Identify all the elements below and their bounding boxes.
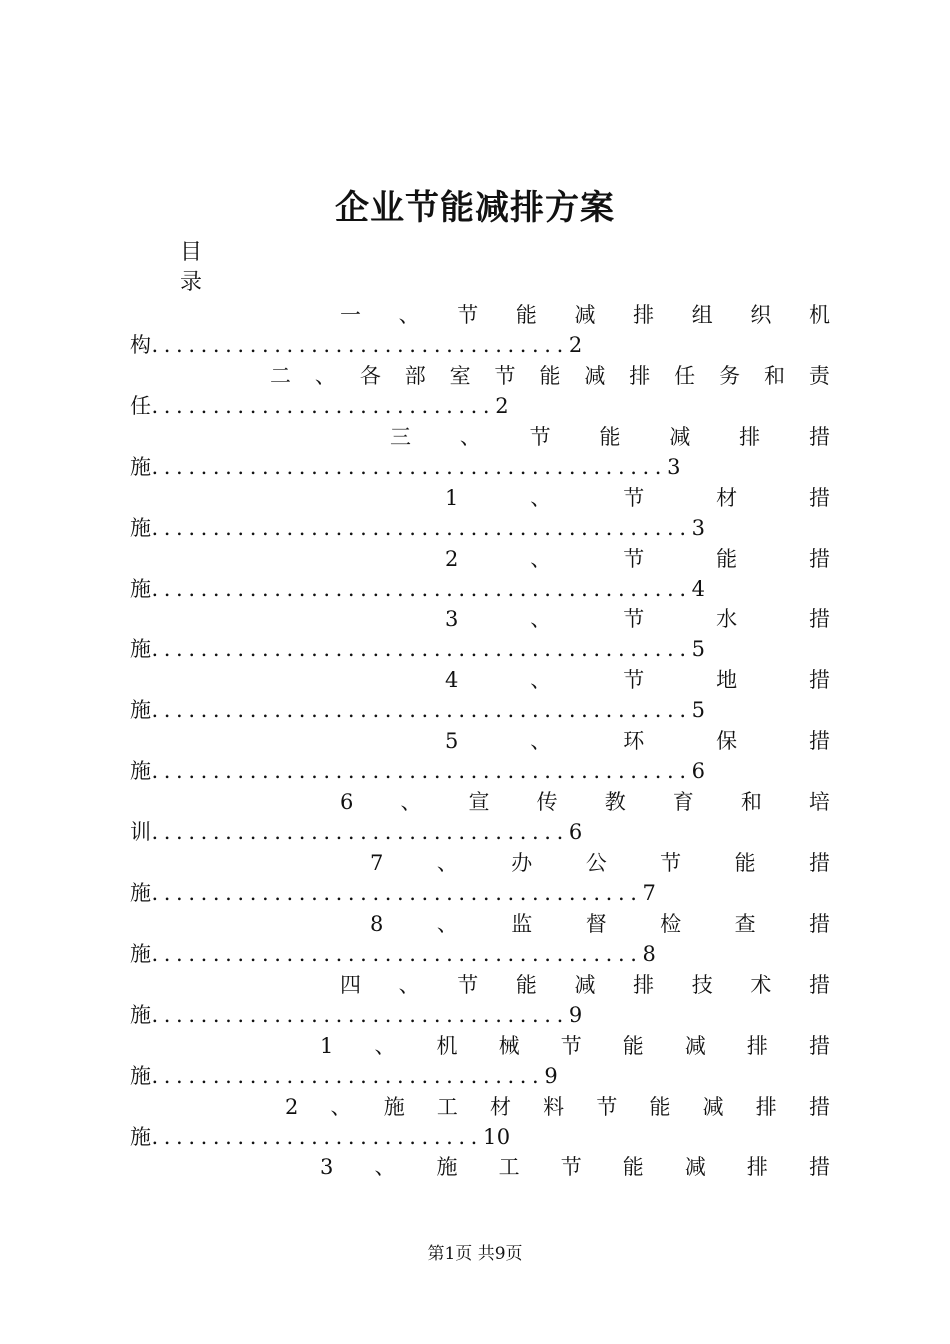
toc-entry-glyph: 减 [684,1155,706,1180]
toc-page-number: 7 [642,881,657,906]
toc-entry-glyph: 3 [320,1155,334,1180]
toc-entry-title-line [270,361,830,391]
toc-entry-glyph: 节 [623,668,645,693]
toc-entry-glyph: 检 [660,911,682,936]
toc-entry-glyph: 、 [436,851,458,876]
toc-entry[interactable] [0,970,950,1031]
table-of-contents [0,300,950,1213]
toc-entry-glyph: 节 [494,363,516,388]
toc-entry-glyph: 和 [763,363,785,388]
toc-entry-glyph: 节 [623,546,645,571]
toc-entry-glyph: 宣 [468,790,490,815]
toc-entry-glyph: 和 [740,790,762,815]
toc-entry-glyph: 机 [436,1033,458,1058]
toc-entry-glyph: 排 [629,363,651,388]
toc-entry-glyph: 、 [530,546,552,571]
toc-page-number: 3 [691,515,706,540]
toc-entry-title-line [320,1031,830,1061]
toc-entry-title-line [320,1152,830,1182]
toc-entry-glyph: 环 [623,729,645,754]
toc-entry-glyph: 教 [604,790,626,815]
toc-entry-title-line [445,726,830,756]
toc-entry-glyph: 术 [750,972,772,997]
toc-entry-leader-line [130,330,583,360]
toc-entry-title-line [445,665,830,695]
toc-entry-glyph: 节 [560,1155,582,1180]
toc-entry-glyph: 节 [529,424,551,449]
toc-entry-glyph: 工 [498,1155,520,1180]
toc-entry-leader-line [130,878,656,908]
toc-page-number: 5 [691,637,706,662]
toc-entry-glyph: 工 [436,1094,458,1119]
toc-entry-glyph: 、 [530,607,552,632]
toc-entry-title-line [370,848,830,878]
toc-entry-glyph: 措 [809,607,830,632]
toc-entry-glyph: 材 [716,485,738,510]
toc-entry-glyph: 、 [398,972,420,997]
toc-entry-glyph: 二 [270,363,291,388]
toc-entry-leader-line [130,513,706,543]
page-footer: 第1页 共9页 [427,1244,523,1264]
toc-entry-tail: 施 [130,759,152,784]
toc-entry-glyph: 、 [530,729,552,754]
toc-entry-glyph: 措 [809,546,830,571]
toc-entry-tail: 施 [130,637,152,662]
toc-page-number: 10 [482,1124,511,1149]
toc-entry-glyph: 排 [739,424,761,449]
toc-entry-glyph: 能 [649,1094,671,1119]
toc-entry-glyph: 材 [490,1094,511,1119]
toc-entry-glyph: 传 [536,790,558,815]
toc-entry-glyph: 减 [574,303,596,327]
toc-entry-title-line [340,787,830,817]
toc-entry-glyph: 、 [374,1033,396,1058]
toc-entry-glyph: 水 [716,607,738,632]
toc-entry-tail: 施 [130,698,152,723]
toc-entry-tail: 施 [130,1002,152,1027]
toc-entry[interactable] [0,726,950,787]
toc-entry-glyph: 能 [539,363,561,388]
toc-entry-glyph: 减 [684,1033,706,1058]
toc-entry[interactable] [0,909,950,970]
toc-entry-glyph: 措 [809,668,830,693]
toc-entry-glyph: 查 [734,911,756,936]
toc-entry-glyph: 责 [808,363,830,388]
toc-entry-glyph: 措 [809,911,830,936]
toc-entry-glyph: 培 [808,790,830,815]
toc-entry-leader-line [130,695,706,725]
toc-entry[interactable] [0,300,950,361]
toc-entry-glyph: 减 [669,424,691,449]
toc-entry[interactable] [0,787,950,848]
toc-entry-glyph: 能 [622,1033,644,1058]
toc-dot-leader: ............................................ [151,576,692,601]
toc-entry[interactable] [0,361,950,422]
toc-page-number: 8 [642,941,657,966]
toc-entry[interactable] [0,665,950,726]
toc-entry-title-line [390,422,830,452]
toc-entry-glyph: 、 [400,790,422,815]
toc-entry-leader-line [130,1061,558,1091]
toc-entry-glyph: 排 [633,303,655,327]
toc-entry-title-line [285,1092,830,1122]
toc-entry-glyph: 、 [459,424,481,449]
toc-entry-glyph: 能 [622,1155,644,1180]
toc-page-number: 2 [568,333,583,357]
toc-dot-leader: ............................................ [151,759,692,784]
toc-entry-glyph: 机 [809,303,830,327]
toc-entry-title-line [340,300,830,330]
toc-dot-leader: .................................. [151,820,569,845]
toc-entry-glyph: 料 [543,1094,565,1119]
toc-entry-glyph: 监 [511,911,533,936]
toc-entry-glyph: 四 [340,972,361,997]
toc-entry-leader-line [130,452,681,482]
toc-entry-title-line [445,544,830,574]
toc-entry-leader-line [130,574,706,604]
toc-entry-leader-line [130,634,706,664]
toc-dot-leader: ............................................ [151,515,692,540]
toc-entry-glyph: 办 [511,851,533,876]
toc-entry-glyph: 措 [809,485,830,510]
toc-entry-title-line [370,909,830,939]
toc-entry-leader-line [130,391,509,421]
toc-entry-glyph: 能 [515,303,537,327]
toc-dot-leader: ............................................ [151,698,692,723]
toc-entry-glyph: 械 [498,1033,520,1058]
toc-entry-glyph: 、 [530,668,552,693]
toc-entry-tail: 施 [130,454,152,479]
toc-entry-tail: 施 [130,1124,152,1149]
toc-entry[interactable] [0,1092,950,1153]
toc-entry-glyph: 施 [436,1155,458,1180]
toc-dot-leader: ........................................ [151,881,643,906]
toc-entry-glyph: 能 [599,424,621,449]
toc-page-number: 2 [495,393,510,418]
toc-heading-char-2: 录 [180,270,203,295]
toc-entry-glyph: 一 [340,303,361,327]
toc-dot-leader: .................................. [151,333,569,357]
toc-entry[interactable] [0,604,950,665]
toc-entry-glyph: 保 [716,729,738,754]
toc-entry-glyph: 节 [560,1033,582,1058]
toc-entry-glyph: 督 [585,911,607,936]
toc-entry-glyph: 措 [808,424,830,449]
toc-entry-leader-line [130,1122,511,1152]
toc-dot-leader: ........................... [151,1124,483,1149]
toc-entry-glyph: 节 [457,972,479,997]
toc-entry-glyph: 育 [672,790,694,815]
toc-entry-glyph: 、 [436,911,458,936]
toc-entry-glyph: 1 [320,1033,334,1058]
toc-entry-glyph: 2 [285,1094,299,1119]
toc-entry-glyph: 织 [750,303,772,327]
toc-entry-glyph: 节 [623,607,645,632]
toc-entry-glyph: 节 [596,1094,618,1119]
toc-entry-glyph: 4 [445,668,459,693]
toc-entry-glyph: 、 [398,303,420,327]
toc-entry-leader-line [130,1000,583,1030]
toc-entry-glyph: 三 [390,424,411,449]
toc-page-number: 9 [544,1063,559,1088]
toc-entry-tail: 施 [130,881,152,906]
toc-entry-tail: 施 [130,576,152,601]
toc-entry-glyph: 3 [445,607,459,632]
toc-entry-glyph: 地 [716,668,738,693]
toc-entry[interactable] [0,1031,950,1092]
toc-entry-glyph: 、 [374,1155,396,1180]
toc-entry-glyph: 能 [716,546,738,571]
toc-entry-tail: 施 [130,515,152,540]
toc-entry-title-line [445,483,830,513]
toc-dot-leader: ................................ [151,1063,545,1088]
toc-entry-tail: 施 [130,1063,152,1088]
toc-entry-tail: 构 [130,333,152,357]
toc-entry-glyph: 部 [404,363,426,388]
toc-page-number: 5 [691,698,706,723]
toc-entry-leader-line [130,817,583,847]
toc-entry[interactable] [0,544,950,605]
toc-entry-glyph: 、 [314,363,336,388]
toc-entry-tail: 训 [130,820,152,845]
toc-entry-glyph: 1 [445,485,459,510]
toc-entry-glyph: 排 [746,1033,768,1058]
toc-entry-glyph: 节 [457,303,479,327]
toc-entry-glyph: 施 [383,1094,405,1119]
toc-entry-title-line [340,970,830,1000]
toc-entry-glyph: 、 [330,1094,352,1119]
toc-entry-glyph: 能 [734,851,756,876]
toc-entry-glyph: 7 [370,851,384,876]
toc-entry-glyph: 措 [809,972,830,997]
toc-entry-glyph: 8 [370,911,384,936]
toc-heading-char-1: 目 [180,240,203,265]
toc-entry-glyph: 减 [574,972,596,997]
toc-entry-glyph: 6 [340,790,354,815]
toc-entry-glyph: 节 [623,485,645,510]
toc-entry-glyph: 措 [809,729,830,754]
toc-entry-glyph: 公 [585,851,607,876]
toc-entry-glyph: 、 [530,485,552,510]
toc-entry-glyph: 排 [755,1094,777,1119]
toc-dot-leader: ........................................ [151,941,643,966]
toc-page-number: 4 [691,576,706,601]
toc-entry-leader-line [130,939,656,969]
toc-entry-tail: 施 [130,941,152,966]
toc-entry-glyph: 技 [691,972,713,997]
toc-entry-glyph: 措 [809,851,830,876]
toc-entry-glyph: 排 [633,972,655,997]
toc-entry-tail: 任 [130,393,152,418]
toc-entry-glyph: 5 [445,729,459,754]
toc-entry[interactable] [0,848,950,909]
toc-dot-leader: .......................................... [151,454,668,479]
toc-entry-glyph: 任 [674,363,696,388]
toc-entry[interactable] [0,483,950,544]
toc-page-number: 6 [568,820,583,845]
toc-entry-glyph: 措 [809,1155,830,1180]
toc-entry-glyph: 室 [449,363,471,388]
toc-dot-leader: ............................ [151,393,496,418]
toc-dot-leader: .................................. [151,1002,569,1027]
toc-heading [180,238,220,298]
toc-entry-leader-line [130,756,706,786]
toc-entry-title-line [445,604,830,634]
toc-entry[interactable] [0,1152,950,1213]
toc-entry-glyph: 减 [584,363,606,388]
toc-entry-glyph: 能 [515,972,537,997]
toc-page-number: 3 [667,454,681,479]
toc-dot-leader: ............................................ [151,637,692,662]
toc-entry-glyph: 组 [691,303,713,327]
toc-entry-glyph: 节 [660,851,682,876]
toc-entry-glyph: 各 [359,363,381,388]
toc-entry-glyph: 务 [719,363,741,388]
toc-page-number: 9 [568,1002,583,1027]
document-title: 企业节能减排方案 [335,188,615,228]
toc-entry[interactable] [0,422,950,483]
toc-page-number: 6 [691,759,706,784]
toc-entry-glyph: 排 [746,1155,768,1180]
toc-entry-glyph: 减 [702,1094,724,1119]
toc-entry-glyph: 措 [808,1094,830,1119]
toc-entry-glyph: 措 [809,1033,830,1058]
toc-entry-glyph: 2 [445,546,459,571]
